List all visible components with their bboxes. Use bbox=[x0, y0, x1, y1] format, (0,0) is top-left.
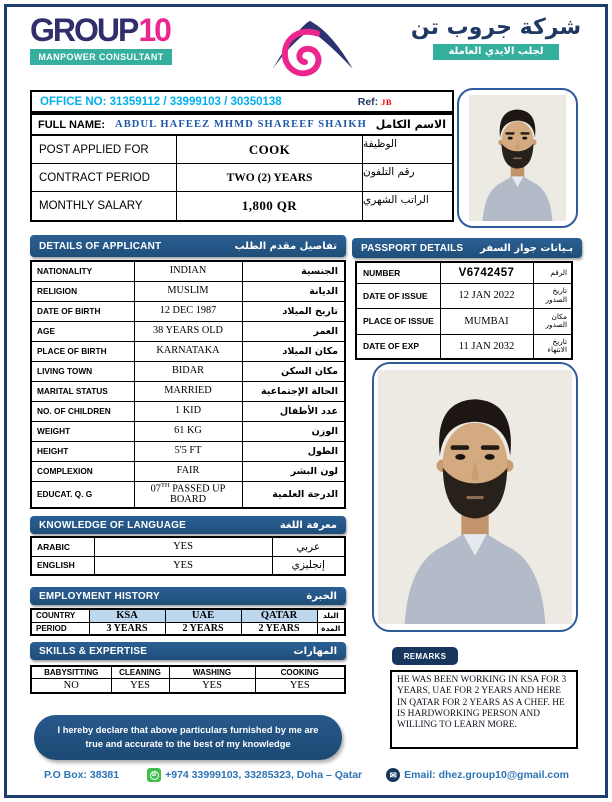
table-row bbox=[356, 308, 572, 334]
passport-value: 11 JAN 2032 bbox=[440, 334, 533, 359]
remarks-badge: REMARKS bbox=[392, 647, 458, 665]
table-row bbox=[31, 381, 345, 401]
botim-icon-glyph: B bbox=[150, 771, 159, 780]
details-table bbox=[30, 260, 346, 509]
full-name-value: ABDUL HAFEEZ MHMD SHAREEF SHAIKH bbox=[115, 119, 367, 130]
logo-text: GROUP bbox=[30, 12, 138, 48]
full-name-row bbox=[30, 113, 454, 134]
logo-wordmark bbox=[30, 14, 190, 46]
table-row bbox=[31, 441, 345, 461]
employment-country-label: COUNTRY bbox=[31, 609, 89, 622]
app-row-value: 1,800 QR bbox=[177, 192, 363, 220]
remarks-text: HE WAS BEEN WORKING IN KSA FOR 3 YEARS, UAE FOR 2 YEARS AND HERE IN QATAR FOR 2 YEARS AS A CHEF. HE IS HARDWORKING PERSON AND WILLING TO LEARN MORE. bbox=[390, 670, 578, 749]
footer-contact-bar bbox=[30, 768, 582, 782]
table-row bbox=[356, 283, 572, 308]
passport-label: PLACE OF ISSUE bbox=[356, 308, 440, 334]
detail-value: BIDAR bbox=[134, 361, 242, 381]
detail-label-arabic: العمر bbox=[242, 321, 345, 341]
language-value: YES bbox=[94, 556, 272, 575]
email-icon: ✉ bbox=[386, 768, 400, 782]
education-value: 07 bbox=[150, 483, 161, 495]
office-number-bar bbox=[30, 90, 454, 113]
table-row bbox=[31, 361, 345, 381]
section-title: KNOWLEDGE OF LANGUAGE bbox=[39, 519, 186, 531]
detail-label-arabic: الوزن bbox=[242, 421, 345, 441]
detail-label-arabic: لون البشر bbox=[242, 461, 345, 481]
table-row bbox=[31, 281, 345, 301]
detail-label-arabic: مكان السكن bbox=[242, 361, 345, 381]
detail-label-arabic: الدرجة العلمية bbox=[242, 481, 345, 508]
passport-table bbox=[355, 261, 573, 360]
employment-period: 2 YEARS bbox=[241, 622, 317, 635]
app-row-value: COOK bbox=[177, 136, 363, 164]
detail-value: 5'5 FT bbox=[134, 441, 242, 461]
passport-section-header bbox=[352, 238, 582, 258]
phone-numbers: +974 33999103, 33285323, Doha – Qatar bbox=[165, 769, 363, 781]
email-address: Email: dhez.group10@gmail.com bbox=[404, 769, 569, 781]
ref-label: Ref: bbox=[357, 95, 379, 108]
table-row bbox=[31, 481, 345, 508]
employment-country-label-arabic: البلد bbox=[317, 609, 345, 622]
detail-label: DATE OF BIRTH bbox=[31, 301, 134, 321]
passport-value: V6742457 bbox=[440, 262, 533, 283]
employment-section-header bbox=[30, 587, 346, 605]
skill-column: COOKING bbox=[255, 666, 345, 678]
detail-value: MUSLIM bbox=[134, 281, 242, 301]
table-row bbox=[31, 678, 345, 693]
detail-label: HEIGHT bbox=[31, 441, 134, 461]
logo-number: 10 bbox=[138, 12, 170, 48]
language-value: YES bbox=[94, 537, 272, 556]
section-title-arabic: الخبرة bbox=[306, 590, 337, 602]
detail-value: KARNATAKA bbox=[134, 341, 242, 361]
po-box: P.O Box: 38381 bbox=[44, 769, 120, 781]
detail-label-arabic: عدد الأطفال bbox=[242, 401, 345, 421]
detail-label: AGE bbox=[31, 321, 134, 341]
company-header-arabic bbox=[396, 14, 596, 60]
table-row bbox=[356, 262, 572, 283]
passport-value: 12 JAN 2022 bbox=[440, 283, 533, 308]
employment-period: 3 YEARS bbox=[89, 622, 165, 635]
passport-table-wrap bbox=[355, 261, 573, 360]
language-section-header bbox=[30, 516, 346, 534]
table-row bbox=[31, 401, 345, 421]
passport-value: MUMBAI bbox=[440, 308, 533, 334]
detail-value bbox=[134, 481, 242, 508]
detail-value: 12 DEC 1987 bbox=[134, 301, 242, 321]
ref-value: JB bbox=[381, 96, 392, 107]
table-row bbox=[31, 321, 345, 341]
employment-table bbox=[30, 608, 346, 636]
passport-label: DATE OF EXP bbox=[356, 334, 440, 359]
table-row bbox=[31, 261, 345, 281]
detail-label: LIVING TOWN bbox=[31, 361, 134, 381]
passport-label-arabic: تاريخ الصدور bbox=[533, 283, 572, 308]
detail-label-arabic: الحالة الإجتماعية bbox=[242, 381, 345, 401]
passport-label-arabic: تاريخ الانتهاء bbox=[533, 334, 572, 359]
section-title: DETAILS OF APPLICANT bbox=[39, 240, 162, 252]
app-row-label-arabic: الراتب الشهري bbox=[363, 194, 429, 206]
language-table bbox=[30, 536, 346, 576]
table-row bbox=[356, 334, 572, 359]
app-row-label: MONTHLY SALARY bbox=[32, 192, 177, 220]
skills-section-header bbox=[30, 642, 346, 660]
detail-label-arabic: الجنسية bbox=[242, 261, 345, 281]
skill-value: YES bbox=[169, 678, 255, 693]
passport-label-arabic: مكان الصدور bbox=[533, 308, 572, 334]
table-row bbox=[31, 622, 345, 635]
office-numbers: OFFICE NO: 31359112 / 33999103 / 30350138 bbox=[40, 95, 282, 108]
table-row bbox=[31, 609, 345, 622]
company-name-arabic: شركة جروب تن bbox=[410, 15, 582, 40]
table-row bbox=[31, 341, 345, 361]
skill-column: CLEANING bbox=[111, 666, 169, 678]
botim-icon bbox=[147, 768, 161, 782]
section-title-arabic: تفاصيل مقدم الطلب bbox=[234, 240, 337, 252]
logo-tagline: MANPOWER CONSULTANT bbox=[30, 49, 172, 65]
detail-label: MARITAL STATUS bbox=[31, 381, 134, 401]
skill-value: NO bbox=[31, 678, 111, 693]
table-row bbox=[31, 461, 345, 481]
applicant-photo-small bbox=[457, 88, 578, 228]
table-row bbox=[31, 537, 345, 556]
detail-label: EDUCAT. Q. G bbox=[31, 481, 134, 508]
full-name-label: FULL NAME: bbox=[38, 118, 106, 131]
company-tagline-arabic: لجلب الايدي العاملة bbox=[433, 44, 559, 60]
skill-column: BABYSITTING bbox=[31, 666, 111, 678]
detail-label-arabic: تاريخ الميلاد bbox=[242, 301, 345, 321]
employment-country: KSA bbox=[89, 609, 165, 622]
detail-label: WEIGHT bbox=[31, 421, 134, 441]
employment-country: QATAR bbox=[241, 609, 317, 622]
skill-value: YES bbox=[111, 678, 169, 693]
details-section-header bbox=[30, 235, 346, 257]
section-title: PASSPORT DETAILS bbox=[361, 242, 464, 254]
section-title-arabic: المهارات bbox=[293, 645, 337, 657]
table-row bbox=[31, 301, 345, 321]
detail-value: FAIR bbox=[134, 461, 242, 481]
detail-label: NO. OF CHILDREN bbox=[31, 401, 134, 421]
left-column bbox=[30, 235, 346, 760]
section-title-arabic: بـيانات جواز السفر bbox=[480, 242, 573, 254]
app-row-label-arabic: رقم التلفون bbox=[363, 164, 452, 192]
detail-label: RELIGION bbox=[31, 281, 134, 301]
reference bbox=[358, 96, 392, 108]
detail-value: MARRIED bbox=[134, 381, 242, 401]
employment-country: UAE bbox=[165, 609, 241, 622]
skill-value: YES bbox=[255, 678, 345, 693]
detail-label-arabic: الطول bbox=[242, 441, 345, 461]
language-label-arabic: إنجليزي bbox=[272, 556, 345, 575]
application-table bbox=[30, 134, 454, 222]
employment-period-label-arabic: المدة bbox=[317, 622, 345, 635]
declaration-statement: I hereby declare that above particulars furnished by me are true and accurate to the best of my knowledge bbox=[34, 715, 342, 760]
skill-column: WASHING bbox=[169, 666, 255, 678]
app-row-label: POST APPLIED FOR bbox=[32, 136, 177, 164]
detail-value: 61 KG bbox=[134, 421, 242, 441]
app-row-label: CONTRACT PERIOD bbox=[32, 164, 177, 192]
detail-label-arabic: مكان الميلاد bbox=[242, 341, 345, 361]
table-row bbox=[31, 556, 345, 575]
passport-label: DATE OF ISSUE bbox=[356, 283, 440, 308]
language-label-arabic: عربي bbox=[272, 537, 345, 556]
language-label: ARABIC bbox=[31, 537, 94, 556]
group10-swoosh-icon bbox=[260, 12, 360, 84]
app-row-label-arabic: الوظيفة bbox=[363, 136, 452, 164]
passport-label: NUMBER bbox=[356, 262, 440, 283]
app-row-value: TWO (2) YEARS bbox=[177, 164, 363, 192]
employment-period: 2 YEARS bbox=[165, 622, 241, 635]
section-title-arabic: معرفة اللغة bbox=[279, 519, 337, 531]
detail-label: PLACE OF BIRTH bbox=[31, 341, 134, 361]
education-value-sup: TH bbox=[160, 481, 170, 489]
full-name-label-arabic: الاسم الكامل bbox=[375, 118, 446, 131]
skills-table bbox=[30, 665, 346, 694]
education-value-rest: PASSED UP BOARD bbox=[169, 483, 226, 505]
applicant-photo-large bbox=[372, 362, 578, 632]
detail-label: COMPLEXION bbox=[31, 461, 134, 481]
language-label: ENGLISH bbox=[31, 556, 94, 575]
group10-logo bbox=[30, 14, 190, 65]
detail-value: 1 KID bbox=[134, 401, 242, 421]
table-row bbox=[31, 666, 345, 678]
section-title: EMPLOYMENT HISTORY bbox=[39, 590, 160, 602]
detail-label-arabic: الديانة bbox=[242, 281, 345, 301]
employment-period-label: PERIOD bbox=[31, 622, 89, 635]
detail-value: INDIAN bbox=[134, 261, 242, 281]
detail-label: NATIONALITY bbox=[31, 261, 134, 281]
section-title: SKILLS & EXPERTISE bbox=[39, 645, 148, 657]
detail-value: 38 YEARS OLD bbox=[134, 321, 242, 341]
table-row bbox=[31, 421, 345, 441]
passport-label-arabic: الرقم bbox=[533, 262, 572, 283]
